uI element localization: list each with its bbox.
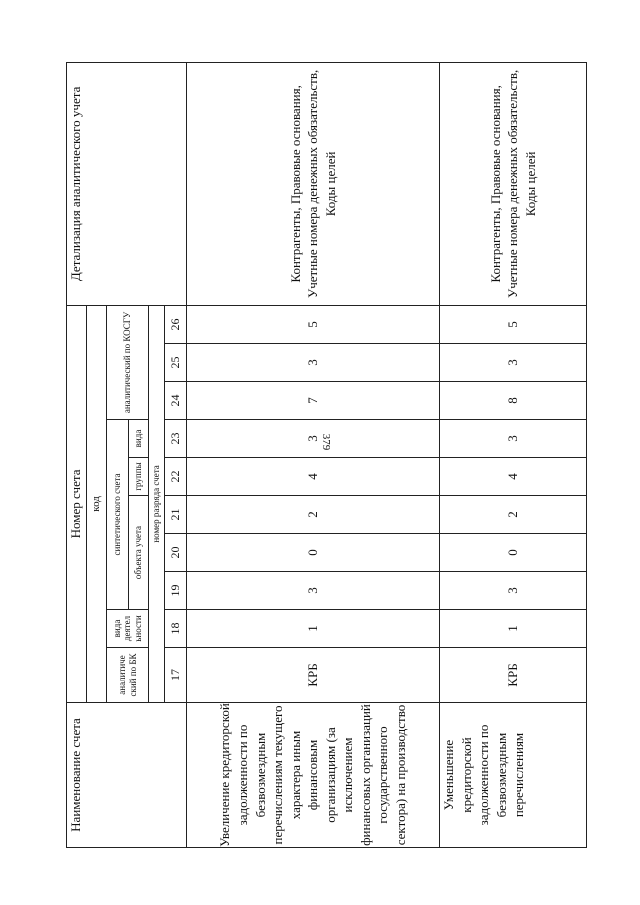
header-detail: Детализация аналитического учета	[67, 62, 187, 305]
cell-value: 3	[187, 420, 440, 458]
column-number: 26	[165, 305, 187, 343]
cell-value: 5	[440, 305, 587, 343]
column-number: 22	[165, 458, 187, 496]
header-account-number: Номер счета	[67, 305, 87, 702]
header-object: объекта учета	[129, 496, 149, 610]
header-code: код	[87, 305, 107, 702]
cell-value: 3	[187, 572, 440, 610]
header-account-name: Наименование счета	[67, 703, 187, 848]
detail-text: Контрагенты, Правовые основания, Учетные номера денежных обязательств, Коды целей	[187, 62, 440, 305]
cell-value: 3	[440, 572, 587, 610]
rotated-table-wrapper	[66, 63, 586, 848]
detail-text: Контрагенты, Правовые основания, Учетные номера денежных обязательств, Коды целей	[440, 62, 587, 305]
column-number: 20	[165, 534, 187, 572]
cell-value: 0	[440, 534, 587, 572]
cell-value: 3	[440, 420, 587, 458]
cell-value: 3	[187, 344, 440, 382]
column-number: 18	[165, 610, 187, 648]
cell-value: КРБ	[187, 648, 440, 703]
header-group: группы	[129, 458, 149, 496]
header-type: вида	[129, 420, 149, 458]
header-synthetic: синтетического счета	[107, 420, 129, 610]
account-name: Уменьшение кредиторской задолженности по безвозмездным перечислениям	[440, 703, 587, 848]
cell-value: 4	[187, 458, 440, 496]
header-analytic-bk: аналитиче ский по БК	[107, 648, 149, 703]
column-number: 17	[165, 648, 187, 703]
cell-value: 4	[440, 458, 587, 496]
cell-value: 8	[440, 382, 587, 420]
page-number: 379	[320, 433, 332, 451]
column-number: 21	[165, 496, 187, 534]
header-digit-number: номер разряда счета	[149, 305, 165, 702]
header-kosgu: аналитический по КОСГУ	[107, 305, 149, 419]
cell-value: КРБ	[440, 648, 587, 703]
column-number: 24	[165, 382, 187, 420]
table-row	[440, 62, 587, 847]
cell-value: 7	[187, 382, 440, 420]
column-number: 19	[165, 572, 187, 610]
cell-value: 0	[187, 534, 440, 572]
cell-value: 5	[187, 305, 440, 343]
table-row	[187, 62, 440, 847]
account-name: Увеличение кредиторской задолженности по безвозмездным перечислениям текущего характера иным финансовым организациям (за исключением финансовых организаций государственного сектора) на производство	[187, 703, 440, 848]
cell-value: 1	[440, 610, 587, 648]
cell-value: 2	[187, 496, 440, 534]
cell-value: 2	[440, 496, 587, 534]
column-number: 23	[165, 420, 187, 458]
header-activity: вида деятел ьности	[107, 610, 149, 648]
cell-value: 1	[187, 610, 440, 648]
cell-value: 3	[440, 344, 587, 382]
column-number: 25	[165, 344, 187, 382]
accounts-table	[66, 62, 587, 848]
